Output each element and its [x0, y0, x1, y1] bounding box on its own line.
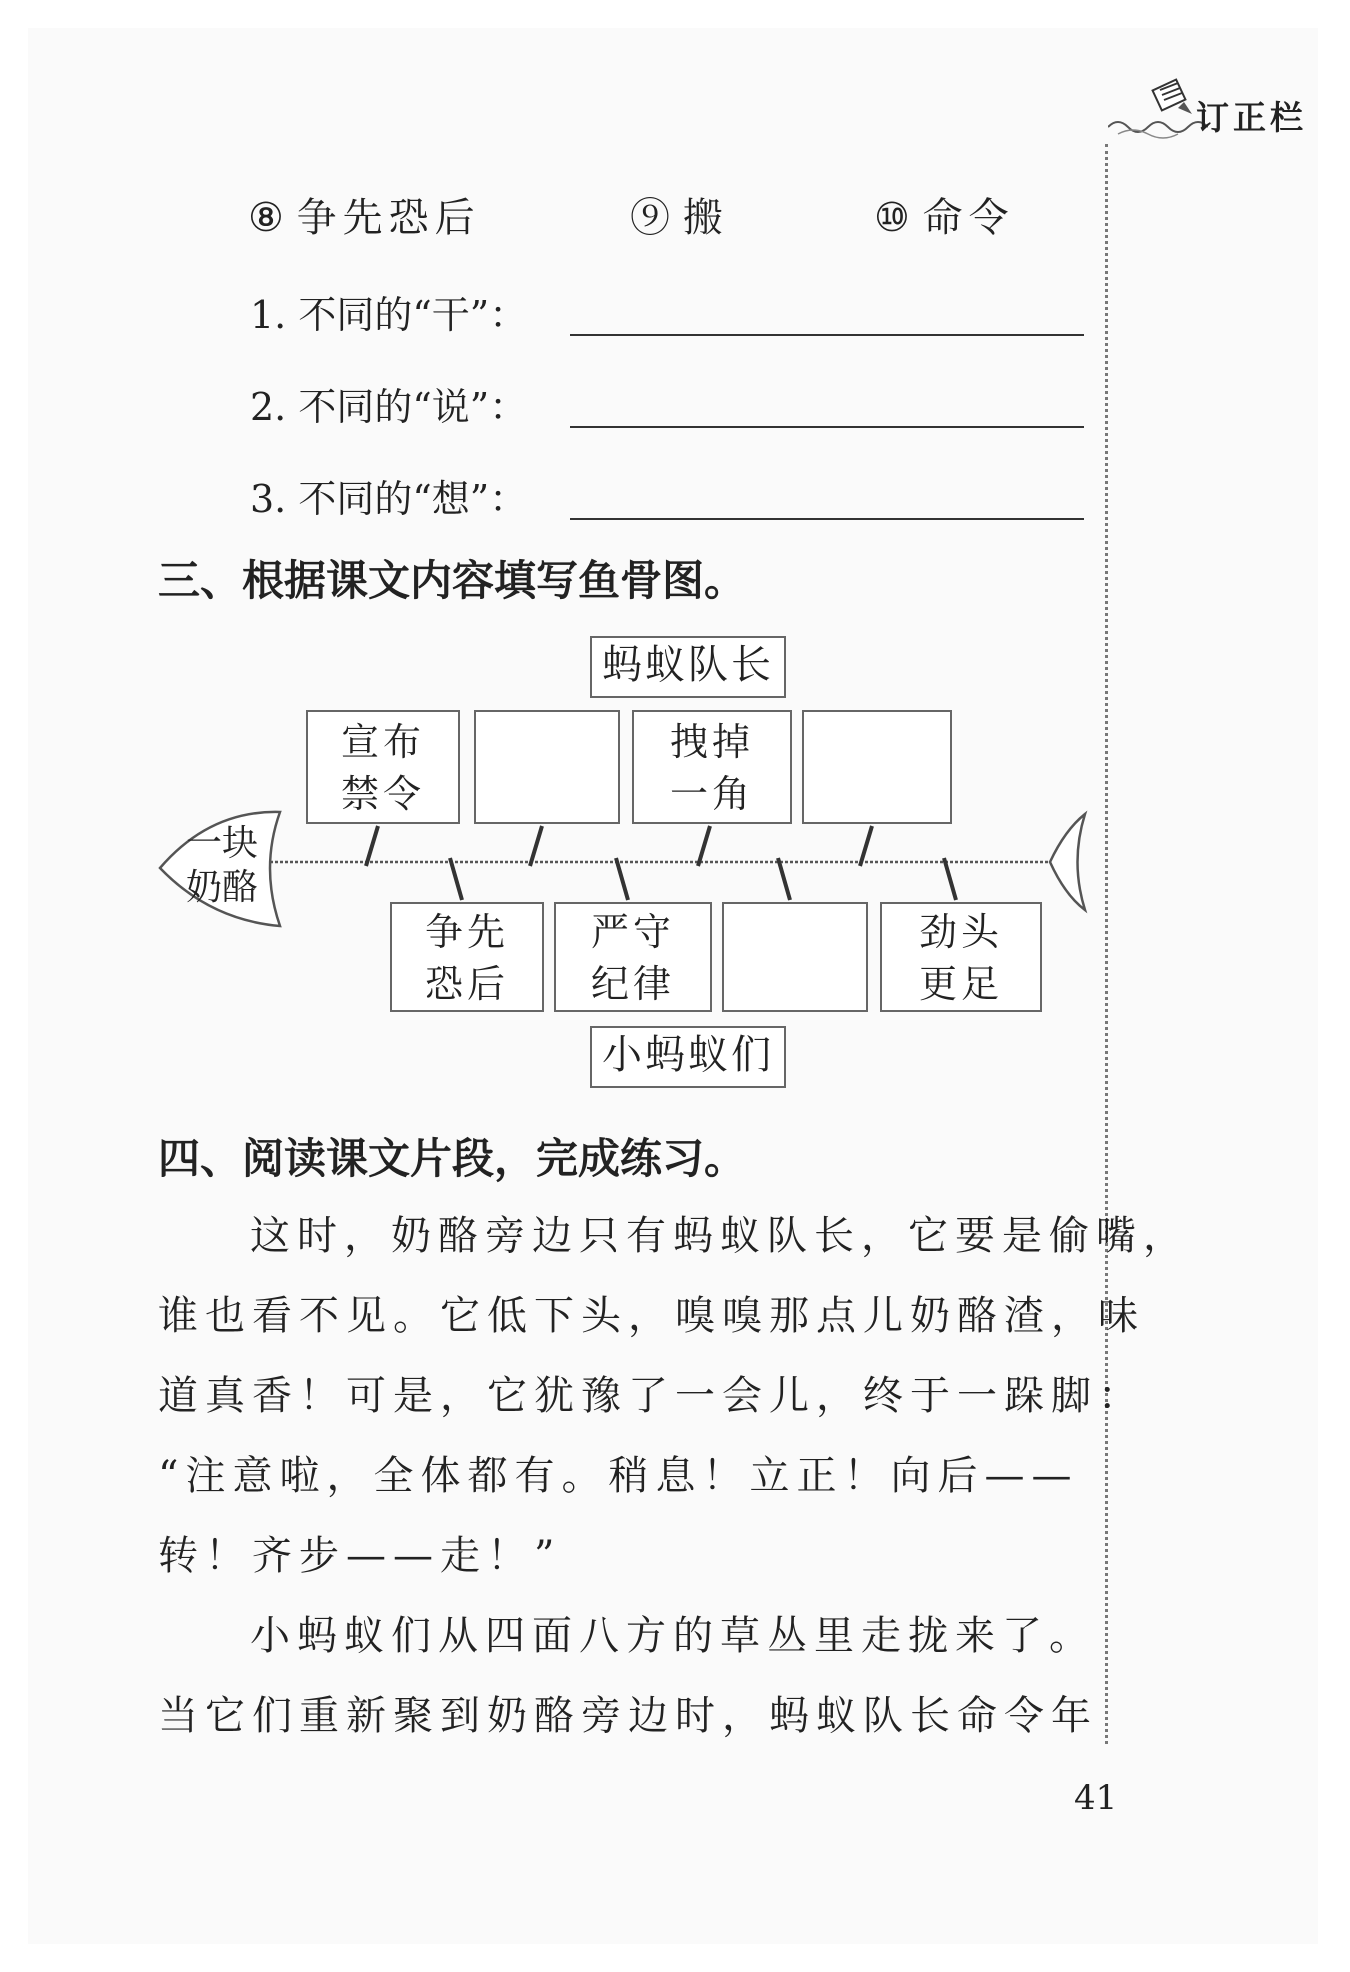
fishbone-bottom-box-1: 争先 恐后 [390, 902, 544, 1012]
correction-column-title: 订正栏 [1196, 98, 1307, 137]
passage-line: 小蚂蚁们从四面八方的草丛里走拢来了。 [250, 1613, 1096, 1659]
correction-divider [1105, 144, 1108, 1744]
passage-line: 谁也看不见。它低下头，嗅嗅那点儿奶酪渣，味 [158, 1293, 1145, 1339]
reading-passage [158, 1196, 1190, 1756]
word-choice-9: ⑨ 搬 [630, 195, 723, 241]
bone-top-1 [366, 826, 378, 866]
bone-bottom-3 [778, 858, 790, 900]
passage-line: 当它们重新聚到奶酪旁边时，蚂蚁队长命令年 [158, 1693, 1098, 1739]
bone-top-3 [698, 826, 710, 866]
fishbone-top-box-3: 拽掉 一角 [632, 710, 792, 824]
question-2-label: 2. 不同的“说”： [250, 385, 528, 429]
fishbone-bottom-box-3-blank[interactable] [722, 902, 868, 1012]
page-number: 41 [1074, 1778, 1118, 1818]
section-4-title: 四、阅读课文片段，完成练习。 [158, 1134, 747, 1183]
question-1-label: 1. 不同的“干”： [250, 293, 528, 337]
bone-top-2 [530, 826, 542, 866]
fish-head-text: 一块 奶酪 [186, 823, 259, 908]
answer-line-2[interactable] [570, 426, 1084, 428]
bottom-label-box: 小蚂蚁们 [590, 1026, 786, 1088]
question-3-label: 3. 不同的“想”： [250, 477, 528, 521]
fishbone-top-box-2-blank[interactable] [474, 710, 620, 824]
wave-decoration [1108, 112, 1208, 142]
answer-line-1[interactable] [570, 334, 1084, 336]
section-3-title: 三、根据课文内容填写鱼骨图。 [158, 556, 747, 605]
fishbone-bottom-box-4: 劲头 更足 [880, 902, 1042, 1012]
bone-bottom-2 [616, 858, 628, 900]
passage-line: “注意啦，全体都有。稍息！立正！向后—— [158, 1453, 1079, 1499]
top-label-box: 蚂蚁队长 [590, 636, 786, 698]
fishbone-top-box-4-blank[interactable] [802, 710, 952, 824]
passage-line: 转！齐步——走！” [158, 1533, 562, 1579]
answer-line-3[interactable] [570, 518, 1084, 520]
fishbone-bottom-box-2: 严守 纪律 [554, 902, 712, 1012]
bone-bottom-1 [450, 858, 462, 900]
bone-top-4 [860, 826, 872, 866]
fish-tail [1050, 814, 1085, 910]
word-choice-10: ⑩ 命令 [874, 195, 1015, 241]
word-choice-8: ⑧ 争先恐后 [248, 195, 481, 241]
bone-bottom-4 [944, 858, 956, 900]
passage-line: 道真香！可是，它犹豫了一会儿，终于一跺脚： [158, 1373, 1145, 1419]
passage-line: 这时，奶酪旁边只有蚂蚁队长，它要是偷嘴， [250, 1213, 1190, 1259]
fishbone-top-box-1: 宣布 禁令 [306, 710, 460, 824]
